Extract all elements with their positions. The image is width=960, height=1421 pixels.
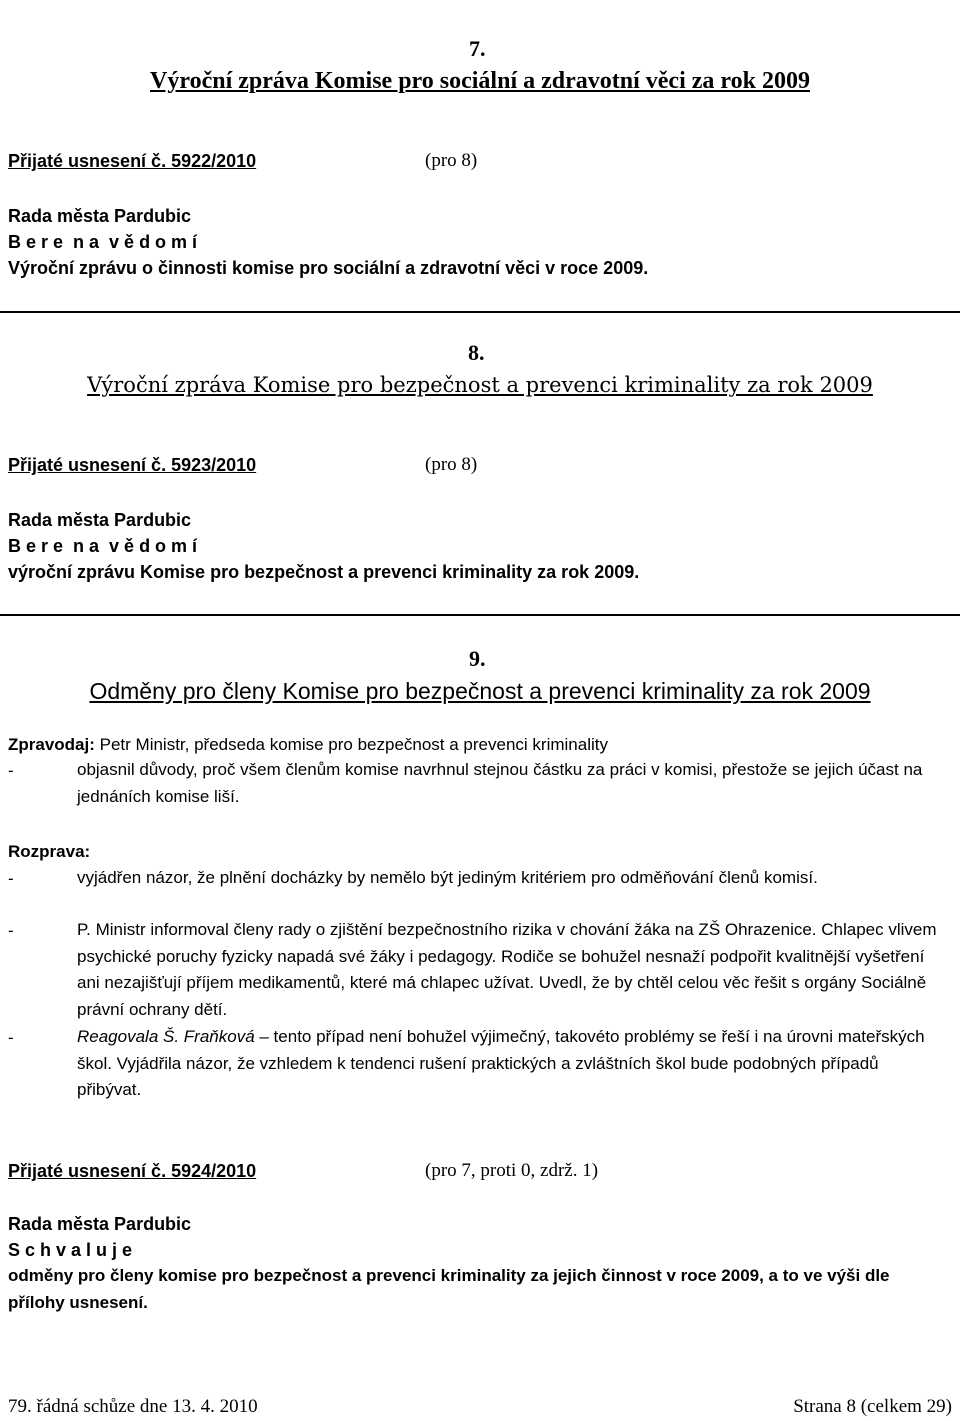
section-9-action: S c h v a l u j e <box>8 1240 133 1260</box>
section-8-text: výroční zprávu Komise pro bezpečnost a prevenci kriminality za rok 2009. <box>8 562 640 582</box>
section-9-text: odměny pro členy komise pro bezpečnost a prevenci kriminality za jejich činnost v roce 2009, a to ve výši dle přílohy usnesení. <box>8 1266 890 1312</box>
reporter-text: Petr Ministr, předseda komise pro bezpečnost a prevenci kriminality <box>99 735 608 754</box>
section-9-body: Rada města Pardubic <box>8 1214 192 1234</box>
debate-item-1: vyjádřen názor, že plnění docházky by nemělo být jediným kritériem pro odměňování členů komisí. <box>77 868 818 887</box>
debate-label: Rozprava: <box>8 842 91 861</box>
bullet-dash: - <box>8 761 14 780</box>
section-9-title: Odměny pro členy Komise pro bezpečnost a prevenci kriminality za rok 2009 <box>89 678 871 704</box>
section-7-action: B e r e n a v ě d o m í <box>8 232 198 252</box>
section-7-vote: (pro 8) <box>425 150 478 171</box>
section-8-body: Rada města Pardubic <box>8 510 192 530</box>
section-7-title: Výroční zpráva Komise pro sociální a zdravotní věci za rok 2009 <box>150 68 810 94</box>
debate-item-3 <box>77 1024 947 1104</box>
section-9-number: 9. <box>469 646 486 671</box>
section-7-body: Rada města Pardubic <box>8 206 192 226</box>
footer-page-number: Strana 8 (celkem 29) <box>793 1396 952 1417</box>
section-8-title: Výroční zpráva Komise pro bezpečnost a prevenci kriminality za rok 2009 <box>87 373 873 397</box>
section-9-resolution-label: Přijaté usnesení č. 5924/2010 <box>8 1161 257 1181</box>
footer-meeting: 79. řádná schůze dne 13. 4. 2010 <box>8 1396 258 1417</box>
section-8-vote: (pro 8) <box>425 454 478 475</box>
separator-1 <box>0 311 960 313</box>
section-8-resolution-label: Přijaté usnesení č. 5923/2010 <box>8 455 257 475</box>
section-7-resolution-label: Přijaté usnesení č. 5922/2010 <box>8 151 257 171</box>
section-7-number: 7. <box>469 36 486 61</box>
reaction-text: – tento případ není bohužel výjimečný, takovéto problémy se řeší i na úrovni mateřských škol. Vyjádřila názor, že vzhledem k tendenci rušení praktických a zvláštních škol bude podobných případů přibývat. <box>77 1027 925 1099</box>
bullet-dash: - <box>8 1028 14 1047</box>
reporter-item: objasnil důvody, proč všem členům komise navrhnul stejnou částku za práci v komisi, přestože se jejich účast na jednáních komise liší. <box>77 760 923 806</box>
reporter-label: Zpravodaj: <box>8 735 95 754</box>
bullet-dash: - <box>8 921 14 940</box>
section-8-action: B e r e n a v ě d o m í <box>8 536 198 556</box>
reaction-prefix: Reagovala Š. Fraňková <box>77 1027 255 1046</box>
section-7-text: Výroční zprávu o činnosti komise pro sociální a zdravotní věci v roce 2009. <box>8 258 649 278</box>
separator-2 <box>0 614 960 616</box>
debate-item-2: P. Ministr informoval členy rady o zjištění bezpečnostního rizika v chování žáka na ZŠ Ohrazenice. Chlapec vlivem psychické poruchy fyzicky napadá své žáky i pedagogy. Rodiče se bohužel nesnaží podpořit kvalitnější vyšetření ani nezajišťují příjem medikamentů, které má chlapec užívat. Uvedl, že by chtěl celou věc řešit s orgány Sociálně právní ochrany dětí. <box>77 920 937 1019</box>
bullet-dash: - <box>8 869 14 888</box>
reporter-line <box>8 735 608 755</box>
section-8-number: 8. <box>468 340 485 365</box>
section-9-vote: (pro 7, proti 0, zdrž. 1) <box>425 1160 599 1181</box>
